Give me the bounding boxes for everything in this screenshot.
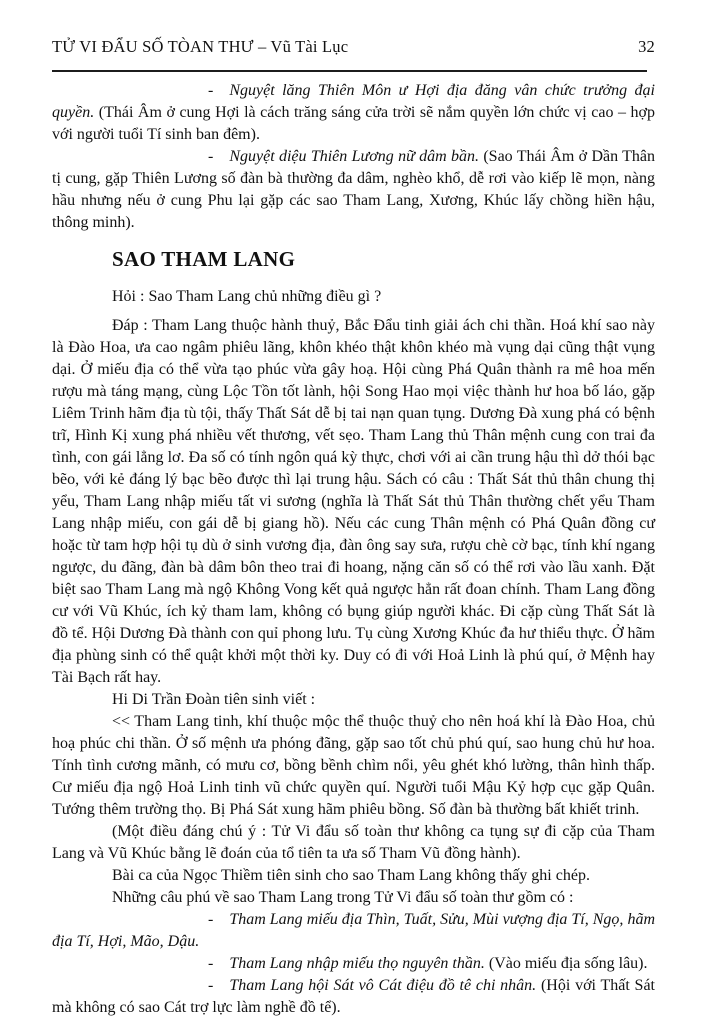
- hidi-quote-paragraph: << Tham Lang tinh, khí thuộc mộc thể thuộc thuỷ cho nên hoá khí là Đào Hoa, chủ hoạ phúc chi thần. Ở số mệnh ưa phóng đãng, gặp sao tốt chủ phú quí, sao hung chủ hư hoa. Tính tình cương mãnh, có mưu cơ, bồng bềnh chìm nổi, yêu ghét khó lường, thân hình thấp. Cư miếu địa ngộ Hoả Linh tinh vũ chức quyền quí. Người tuổi Mậu Kỷ hợp cục gặp Quân. Tướng thêm trường thọ. Bị Phá Sát xung hãm phiêu bồng. Số đàn bà thường bất khiết trinh.: [52, 713, 655, 818]
- phu-lead-italic: Nguyệt diệu Thiên Lương nữ dâm bần.: [229, 148, 480, 165]
- bullet-dash: -: [208, 977, 214, 994]
- hidi-intro-line: Hi Di Trần Đoàn tiên sinh viết :: [112, 691, 316, 708]
- page-body: [52, 80, 655, 1019]
- running-header-title: TỬ VI ĐẨU SỐ TÒAN THƯ – Vũ Tài Lục: [52, 37, 349, 56]
- phu-lead-italic: Nguyệt lăng Thiên Môn ư Hợi địa đăng vân chức trưởng đại quyền.: [52, 82, 655, 121]
- phu-explanation: (Sao Thái Âm ở Dần Thân tị cung, gặp Thiên Lương số đàn bà thường đa dâm, nghèo khổ, dễ rơi vào kiếp lẽ mọn, nàng hầu nhưng nếu ở cung Phu lại gặp các sao Tham Lang, Xương, Khúc lấy chồng hiền hậu, thông minh).: [52, 148, 655, 231]
- bullet-dash: -: [208, 955, 214, 972]
- phu-explanation: (Thái Âm ở cung Hợi là cách trăng sáng cửa trời sẽ nắm quyền lớn chức vị cao – hợp với người tuổi Tí sinh ban đêm).: [52, 104, 655, 143]
- note-paragraph: (Một điều đáng chú ý : Tử Vi đẩu số toàn thư không ca tụng sự đi cặp của Tham Lang và Vũ Khúc bằng lẽ đoán của tổ tiên ta ưa số Tham Vũ đồng hành).: [52, 823, 655, 862]
- running-header: [52, 38, 655, 56]
- phu-item: [52, 953, 655, 975]
- phu-lead-italic: Tham Lang miếu địa Thìn, Tuất, Sửu, Mùi vượng địa Tí, Ngọ, hãm địa Tí, Hợi, Mão, Dậu.: [52, 911, 655, 950]
- intro-phu-item: [52, 80, 655, 146]
- intro-phu-item: [52, 146, 655, 234]
- bullet-dash: -: [208, 911, 214, 928]
- bullet-dash: -: [208, 82, 214, 99]
- section-heading: SAO THAM LANG: [112, 247, 296, 271]
- phu-lead-italic: Tham Lang nhập miếu thọ nguyên thần.: [229, 955, 485, 972]
- phu-explanation: (Hội với Thất Sát mà không có sao Cát trợ lực làm nghề đồ tể).: [52, 977, 655, 1016]
- page-number: 32: [638, 37, 655, 56]
- phu-lead-italic: Tham Lang hội Sát vô Cát điệu đồ tê chi nhân.: [229, 977, 537, 994]
- phu-explanation: (Vào miếu địa sống lâu).: [484, 955, 648, 972]
- header-rule: [52, 70, 647, 72]
- bullet-dash: -: [208, 148, 214, 165]
- question-line: Hỏi : Sao Tham Lang chủ những điều gì ?: [112, 288, 382, 305]
- phu-intro-line: Những câu phú về sao Tham Lang trong Tử Vi đẩu số toàn thư gồm có :: [112, 889, 574, 906]
- answer-paragraph: Đáp : Tham Lang thuộc hành thuỷ, Bắc Đẩu tinh giải ách chi thần. Hoá khí sao này là Đào Hoa, ưa cao ngâm phiêu lãng, khôn khéo thật khôn khéo mà vụng dại cũng thật vụng dại. Ở miếu địa có thể vừa tạo phúc vừa gây hoạ. Hội cùng Phá Quân thành ra mê hoa mến rượu mà táng mạng, cùng Lộc Tồn tốt lành, hội Song Hao mọi việc thành hư hoa bố láo, gặp Liêm Trinh hãm địa tù tội, thấy Thất Sát dễ bị tai nạn quan tụng. Dương Đà xung phá có bệnh trĩ, Hình Kị xung phá nhiều vết thương, vết sẹo. Tham Lang thủ Thân mệnh cung con trai đa tình, con gái lẳng lơ. Đa số có tính ngôn quá kỳ thực, chơi với ai cần trung hậu thì dở thói bạc bẽo, với kẻ đáng lý bạc bẽo được thì lại trung hậu. Sách có câu : Thất Sát thủ thân chung thị yểu, Tham Lang nhập miếu tất vi sương (nghĩa là Thất Sát thủ Thân thường chết yểu Tham Lang nhập miếu, con gái dễ bị giang hồ). Nếu các cung Thân mệnh có Phá Quân đồng cư hoặc từ tam hợp hội tụ dù ở sinh vương địa, đàn ông say sưa, rượu chè cờ bạc, tính khí ngang ngược, du đãng, đàn bà dâm bôn theo trai đi hoang, nặng căn số có thể rơi vào lầu xanh. Đặt biệt sao Tham Lang mà ngộ Không Vong kết quả ngược hẳn rất đoan chính. Tham Lang đồng cư với Vũ Khúc, ích kỷ tham lam, không có bụng giúp người khác. Đi cặp cùng Thất Sát là đồ tể. Hội Dương Đà thành con quỉ phong lưu. Tụ cùng Xương Khúc đa hư thiểu thực. Ở hãm địa phùng sinh có thể quật khởi một thời ky. Duy có đi với Hoả Linh là phú quí, ở Mệnh hay Tài Bạch rất hay.: [52, 317, 655, 686]
- phu-item: [52, 975, 655, 1019]
- ngoc-thiem-line: Bài ca của Ngọc Thiềm tiên sinh cho sao Tham Lang không thấy ghi chép.: [112, 867, 590, 884]
- phu-item: [52, 909, 655, 953]
